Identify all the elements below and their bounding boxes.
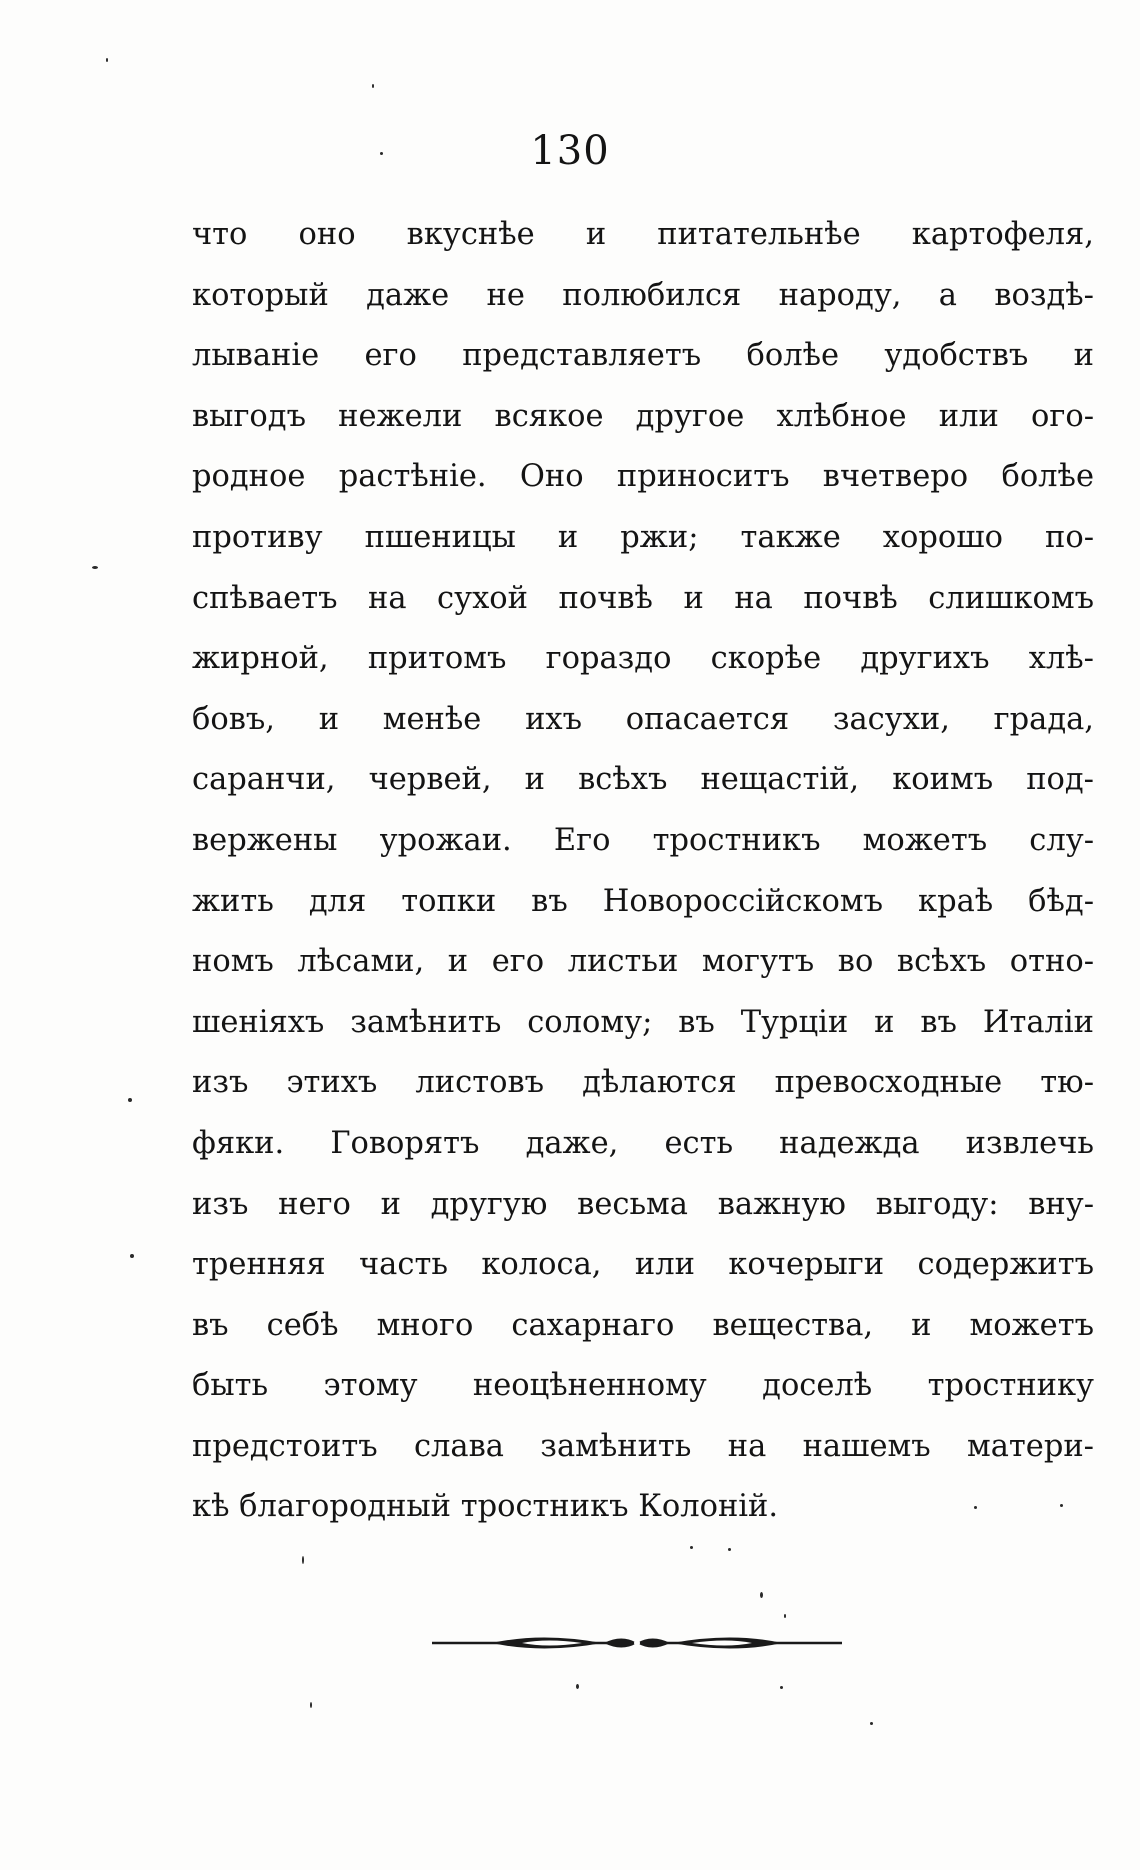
print-speck bbox=[728, 1548, 731, 1551]
print-speck bbox=[106, 58, 108, 62]
print-speck bbox=[310, 1702, 312, 1708]
print-speck bbox=[380, 152, 383, 155]
print-speck bbox=[576, 1684, 579, 1689]
text-line: выгодъ нежели всякое другое хлѣбное или ого- bbox=[192, 398, 1094, 434]
text-line: который даже не полюбился народу, а воздѣ- bbox=[192, 277, 1094, 313]
text-line: спѣваетъ на сухой почвѣ и на почвѣ слишкомъ bbox=[192, 580, 1094, 616]
text-line: родное растѣніе. Оно приноситъ вчетверо болѣе bbox=[192, 459, 1094, 495]
text-line: изъ этихъ листовъ дѣлаются превосходные тю- bbox=[192, 1065, 1094, 1101]
text-line: фяки. Говорятъ даже, есть надежда извлечь bbox=[192, 1125, 1094, 1161]
text-line: изъ него и другую весьма важную выгоду: вну- bbox=[192, 1186, 1094, 1222]
text-line: быть этому неоцѣненному доселѣ тростнику bbox=[192, 1368, 1094, 1404]
text-line: жить для топки въ Новороссійскомъ краѣ бѣд- bbox=[192, 883, 1094, 919]
print-speck bbox=[1060, 1504, 1063, 1507]
print-speck bbox=[974, 1506, 977, 1509]
text-line: кѣ благородный тростникъ Колоній. bbox=[192, 1489, 779, 1525]
text-line: тренняя часть колоса, или кочерыги содержитъ bbox=[192, 1247, 1094, 1283]
page-number: 130 bbox=[530, 128, 610, 174]
text-line: жирной, притомъ гораздо скорѣе другихъ хлѣ- bbox=[192, 641, 1094, 677]
print-speck bbox=[760, 1592, 763, 1598]
print-speck bbox=[302, 1556, 304, 1564]
print-speck bbox=[130, 1254, 134, 1258]
text-line: противу пшеницы и ржи; также хорошо по- bbox=[192, 519, 1094, 555]
text-line: шеніяхъ замѣнить солому; въ Турціи и въ Италіи bbox=[192, 1004, 1094, 1040]
text-line: номъ лѣсами, и его листьи могутъ во всѣхъ отно- bbox=[192, 944, 1094, 980]
text-line: саранчи, червей, и всѣхъ нещастій, коимъ под- bbox=[192, 762, 1094, 798]
text-line: въ себѣ много сахарнаго вещества, и можетъ bbox=[192, 1307, 1094, 1343]
print-speck bbox=[870, 1722, 873, 1725]
text-line: лываніе его представляетъ болѣе удобствъ и bbox=[192, 338, 1094, 374]
text-line: вержены урожаи. Его тростникъ можетъ слу- bbox=[192, 822, 1094, 858]
ornament-divider bbox=[432, 1630, 842, 1656]
print-speck bbox=[92, 566, 98, 569]
text-line: что оно вкуснѣе и питательнѣе картофеля, bbox=[192, 217, 1094, 252]
print-speck bbox=[372, 84, 374, 88]
print-speck bbox=[780, 1686, 783, 1689]
body-text bbox=[192, 205, 1094, 1538]
text-line: предстоитъ слава замѣнить на нашемъ матери- bbox=[192, 1428, 1094, 1464]
print-speck bbox=[784, 1614, 786, 1618]
print-speck bbox=[128, 1098, 132, 1102]
print-speck bbox=[690, 1546, 693, 1549]
text-line: бовъ, и менѣе ихъ опасается засухи, града, bbox=[192, 701, 1094, 737]
